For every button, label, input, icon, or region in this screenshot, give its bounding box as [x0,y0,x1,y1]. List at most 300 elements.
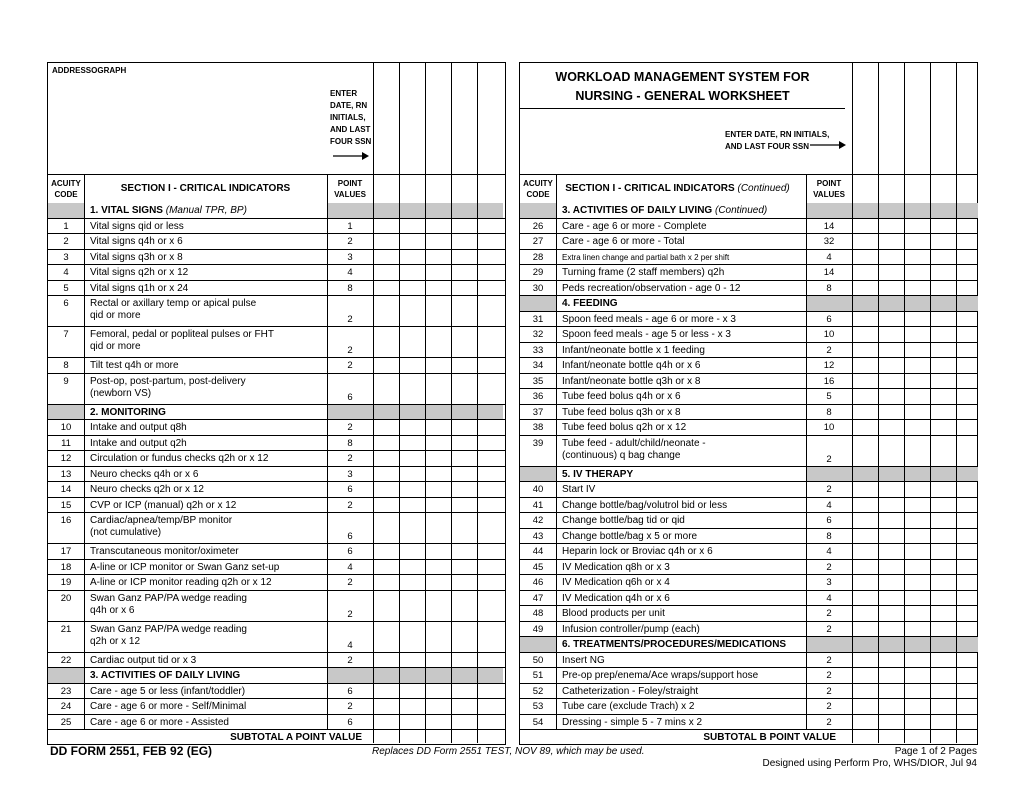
entry-cell[interactable] [451,358,477,373]
entry-cell[interactable] [930,668,956,683]
entry-cell[interactable] [451,420,477,435]
entry-cell[interactable] [930,250,956,265]
entry-cell[interactable] [373,281,399,296]
entry-cell[interactable] [930,265,956,280]
entry-cell[interactable] [451,219,477,234]
entry-cell[interactable] [852,219,878,234]
entry-cell[interactable] [373,482,399,497]
entry-cell[interactable] [852,327,878,342]
entry-cell[interactable] [904,606,930,621]
entry-cell[interactable] [451,591,477,621]
table-row [48,482,505,498]
entry-cell[interactable] [930,529,956,544]
title-divider [520,108,845,109]
enter-date-label: ENTER DATE, RN INITIALS, AND LAST FOUR SSN [725,130,830,151]
entry-cell[interactable] [373,591,399,621]
entry-cell[interactable] [373,265,399,280]
point-value: 10 [823,422,835,433]
entry-cell[interactable] [425,653,451,668]
entry-cell[interactable] [956,513,978,528]
entry-cell[interactable] [477,622,503,652]
entry-cell[interactable] [425,281,451,296]
entry-cell[interactable] [399,281,425,296]
entry-cell[interactable] [451,234,477,249]
description-line: IV Medication q8h or x 3 [562,561,670,573]
entry-cell[interactable] [451,265,477,280]
entry-cell[interactable] [878,591,904,606]
entry-cell[interactable] [930,482,956,497]
entry-cell[interactable] [904,529,930,544]
entry-cell[interactable] [373,560,399,575]
entry-cell[interactable] [956,265,978,280]
entry-cell[interactable] [956,529,978,544]
entry-cell[interactable] [477,327,503,357]
entry-cell[interactable] [399,374,425,404]
entry-cell[interactable] [878,312,904,327]
entry-cell[interactable] [930,219,956,234]
entry-cell[interactable] [399,591,425,621]
shaded-cell [399,405,425,420]
entry-cell[interactable] [477,234,503,249]
entry-cell[interactable] [930,684,956,699]
entry-cell[interactable] [904,327,930,342]
entry-cell[interactable] [878,250,904,265]
entry-cell[interactable] [425,544,451,559]
entry-cell[interactable] [904,684,930,699]
entry-cell[interactable] [878,653,904,668]
entry-cell[interactable] [852,699,878,714]
entry-cell[interactable] [904,668,930,683]
entry-cell[interactable] [904,281,930,296]
acuity-code: 11 [61,437,71,449]
entry-cell[interactable] [399,498,425,513]
entry-cell[interactable] [852,498,878,513]
entry-cell[interactable] [956,420,978,435]
entry-cell[interactable] [425,513,451,543]
entry-cell[interactable] [904,653,930,668]
acuity-code: 12 [60,453,72,464]
entry-cell[interactable] [451,575,477,590]
entry-cell[interactable] [477,684,503,699]
entry-cell[interactable] [930,513,956,528]
entry-cell[interactable] [930,560,956,575]
entry-cell[interactable] [852,389,878,404]
entry-cell[interactable] [904,265,930,280]
entry-cell[interactable] [425,358,451,373]
entry-cell[interactable] [477,374,503,404]
entry-cell[interactable] [904,498,930,513]
entry-cell[interactable] [930,591,956,606]
entry-cell[interactable] [373,544,399,559]
entry-cell[interactable] [878,420,904,435]
entry-cell[interactable] [399,513,425,543]
entry-cell[interactable] [878,498,904,513]
entry-cell[interactable] [956,405,978,420]
entry-cell[interactable] [956,436,978,466]
entry-cell[interactable] [373,498,399,513]
entry-cell[interactable] [852,250,878,265]
entry-cell[interactable] [399,296,425,326]
entry-cell[interactable] [425,467,451,482]
entry-cell[interactable] [399,715,425,730]
entry-cell[interactable] [930,715,956,730]
entry-cell[interactable] [451,327,477,357]
entry-cell[interactable] [956,327,978,342]
entry-cell[interactable] [425,420,451,435]
entry-cell[interactable] [373,467,399,482]
entry-cell[interactable] [930,420,956,435]
entry-cell[interactable] [477,265,503,280]
entry-cell[interactable] [425,482,451,497]
entry-cell[interactable] [477,653,503,668]
entry-cell[interactable] [930,327,956,342]
entry-cell[interactable] [451,684,477,699]
indicator-description [556,622,806,637]
point-value: 6 [347,685,353,697]
entry-cell[interactable] [878,544,904,559]
entry-cell[interactable] [852,358,878,373]
entry-cell[interactable] [904,622,930,637]
entry-cell[interactable] [930,405,956,420]
entry-cell[interactable] [425,374,451,404]
entry-cell[interactable] [477,482,503,497]
entry-cell[interactable] [451,250,477,265]
entry-cell[interactable] [878,684,904,699]
entry-cell[interactable] [852,684,878,699]
entry-cell[interactable] [451,467,477,482]
entry-cell[interactable] [425,250,451,265]
entry-cell[interactable] [399,451,425,466]
entry-cell[interactable] [477,219,503,234]
point-value [806,296,852,311]
entry-cell[interactable] [451,374,477,404]
entry-cell[interactable] [878,715,904,730]
entry-cell[interactable] [956,653,978,668]
entry-cell[interactable] [904,699,930,714]
entry-cell[interactable] [956,668,978,683]
entry-cell[interactable] [956,622,978,637]
entry-cell[interactable] [878,575,904,590]
entry-cell[interactable] [930,498,956,513]
entry-cell[interactable] [425,265,451,280]
entry-cell[interactable] [852,420,878,435]
entry-cell[interactable] [956,715,978,730]
entry-cell[interactable] [399,234,425,249]
entry-cell[interactable] [930,622,956,637]
entry-cell[interactable] [904,250,930,265]
entry-cell[interactable] [399,219,425,234]
entry-cell[interactable] [399,560,425,575]
entry-cell[interactable] [425,699,451,714]
entry-cell[interactable] [852,281,878,296]
entry-cell[interactable] [399,358,425,373]
entry-cell[interactable] [425,296,451,326]
entry-cell[interactable] [852,436,878,466]
entry-cell[interactable] [373,699,399,714]
entry-cell[interactable] [373,715,399,730]
table-row [48,250,505,266]
entry-cell[interactable] [878,265,904,280]
entry-cell[interactable] [373,234,399,249]
entry-cell[interactable] [930,343,956,358]
entry-cell[interactable] [373,451,399,466]
entry-cell[interactable] [451,715,477,730]
entry-cell[interactable] [399,653,425,668]
entry-cell[interactable] [930,312,956,327]
entry-cell[interactable] [930,281,956,296]
entry-cell[interactable] [878,374,904,389]
entry-cell[interactable] [477,699,503,714]
entry-cell[interactable] [956,591,978,606]
shaded-cell [904,467,930,482]
entry-cell[interactable] [852,405,878,420]
entry-cell[interactable] [956,575,978,590]
entry-cell[interactable] [425,327,451,357]
entry-cell[interactable] [878,405,904,420]
entry-cell[interactable] [904,482,930,497]
entry-cell[interactable] [477,420,503,435]
entry-cell[interactable] [956,560,978,575]
point-value: 2 [347,577,353,588]
entry-cell[interactable] [451,482,477,497]
entry-cell[interactable] [930,234,956,249]
entry-cell[interactable] [956,343,978,358]
entry-cell[interactable] [399,699,425,714]
entry-cell[interactable] [451,436,477,451]
entry-cell[interactable] [477,296,503,326]
table-row [520,250,977,266]
entry-cell[interactable] [930,653,956,668]
entry-cell[interactable] [878,560,904,575]
entry-cell[interactable] [477,451,503,466]
entry-cell[interactable] [477,575,503,590]
description-line: Peds recreation/observation - age 0 - 12 [562,282,741,294]
description-line: Tube care (exclude Trach) x 2 [562,701,695,712]
entry-cell[interactable] [477,358,503,373]
entry-cell[interactable] [852,513,878,528]
indicator-description [84,575,327,590]
entry-cell[interactable] [477,498,503,513]
entry-cell[interactable] [904,358,930,373]
table-row [520,715,977,731]
entry-cell[interactable] [451,451,477,466]
entry-cell[interactable] [878,358,904,373]
entry-cell[interactable] [399,482,425,497]
entry-cell[interactable] [904,343,930,358]
entry-cell[interactable] [477,544,503,559]
entry-cell[interactable] [373,653,399,668]
entry-cell[interactable] [904,560,930,575]
entry-cell[interactable] [373,219,399,234]
entry-cell[interactable] [878,219,904,234]
entry-cell[interactable] [451,498,477,513]
entry-cell[interactable] [852,312,878,327]
entry-cell[interactable] [399,575,425,590]
indicator-description [556,606,806,621]
entry-cell[interactable] [956,250,978,265]
entry-cell[interactable] [451,622,477,652]
entry-cell[interactable] [477,715,503,730]
entry-cell[interactable] [904,405,930,420]
entry-cell[interactable] [373,250,399,265]
description-line: Vital signs qid or less [90,220,184,232]
entry-cell[interactable] [956,281,978,296]
entry-cell[interactable] [373,436,399,451]
entry-cell[interactable] [425,715,451,730]
entry-cell[interactable] [399,420,425,435]
entry-cell[interactable] [904,544,930,559]
entry-cell[interactable] [399,265,425,280]
entry-cell[interactable] [904,591,930,606]
entry-cell[interactable] [477,513,503,543]
entry-cell[interactable] [451,544,477,559]
entry-cell[interactable] [878,281,904,296]
entry-cell[interactable] [930,575,956,590]
indicator-description [556,668,806,683]
entry-cell[interactable] [852,591,878,606]
entry-cell[interactable] [425,234,451,249]
entry-cell[interactable] [956,684,978,699]
entry-cell[interactable] [852,265,878,280]
entry-cell[interactable] [904,312,930,327]
entry-cell[interactable] [425,219,451,234]
entry-cell[interactable] [904,374,930,389]
entry-cell[interactable] [477,591,503,621]
entry-cell[interactable] [878,622,904,637]
entry-cell[interactable] [904,575,930,590]
entry-cell[interactable] [878,699,904,714]
entry-cell[interactable] [399,622,425,652]
shaded-cell [425,668,451,683]
entry-cell[interactable] [930,606,956,621]
entry-cell[interactable] [373,420,399,435]
entry-cell[interactable] [956,374,978,389]
entry-cell[interactable] [956,606,978,621]
entry-cell[interactable] [956,498,978,513]
entry-cell[interactable] [477,467,503,482]
entry-cell[interactable] [373,296,399,326]
entry-cell[interactable] [930,436,956,466]
entry-cell[interactable] [451,281,477,296]
entry-cell[interactable] [477,436,503,451]
entry-cell[interactable] [878,436,904,466]
entry-cell[interactable] [425,575,451,590]
indicator-description [556,265,806,280]
entry-cell[interactable] [878,234,904,249]
entry-cell[interactable] [399,684,425,699]
entry-cell[interactable] [956,699,978,714]
entry-cell[interactable] [425,591,451,621]
entry-cell[interactable] [852,343,878,358]
entry-cell[interactable] [956,389,978,404]
description-line: Circulation or fundus checks q2h or x 12 [90,453,269,464]
entry-cell[interactable] [878,389,904,404]
entry-cell[interactable] [904,715,930,730]
entry-cell[interactable] [956,219,978,234]
entry-cell[interactable] [425,498,451,513]
entry-cell[interactable] [956,544,978,559]
entry-cell[interactable] [852,668,878,683]
entry-cell[interactable] [451,653,477,668]
entry-cell[interactable] [373,374,399,404]
entry-cell[interactable] [425,436,451,451]
entry-cell[interactable] [852,529,878,544]
entry-cell[interactable] [373,575,399,590]
point-value: 10 [823,329,835,340]
description-line: Swan Ganz PAP/PA wedge reading [90,592,247,604]
indicator-description [556,374,806,389]
entry-cell[interactable] [852,622,878,637]
entry-cell[interactable] [956,482,978,497]
entry-cell[interactable] [878,482,904,497]
entry-cell[interactable] [956,358,978,373]
entry-cell[interactable] [930,544,956,559]
entry-cell[interactable] [373,684,399,699]
entry-cell[interactable] [930,374,956,389]
entry-cell[interactable] [904,436,930,466]
section-title-text: 1. VITAL SIGNS [90,205,163,216]
entry-cell[interactable] [904,420,930,435]
entry-cell[interactable] [477,281,503,296]
entry-cell[interactable] [399,327,425,357]
entry-cell[interactable] [399,436,425,451]
entry-cell[interactable] [451,560,477,575]
entry-cell[interactable] [451,513,477,543]
entry-cell[interactable] [904,219,930,234]
entry-cell[interactable] [451,296,477,326]
entry-cell[interactable] [852,560,878,575]
entry-cell[interactable] [930,389,956,404]
entry-cell[interactable] [373,513,399,543]
entry-cell[interactable] [399,544,425,559]
entry-cell[interactable] [878,343,904,358]
entry-cell[interactable] [852,653,878,668]
entry-cell[interactable] [373,622,399,652]
entry-cell[interactable] [477,250,503,265]
entry-cell[interactable] [878,529,904,544]
entry-cell[interactable] [956,234,978,249]
entry-cell[interactable] [852,715,878,730]
entry-cell[interactable] [425,622,451,652]
entry-cell[interactable] [451,699,477,714]
entry-cell[interactable] [904,513,930,528]
entry-cell[interactable] [930,358,956,373]
entry-cell[interactable] [477,560,503,575]
entry-cell[interactable] [852,575,878,590]
entry-cell[interactable] [878,606,904,621]
entry-cell[interactable] [956,312,978,327]
entry-cell[interactable] [373,327,399,357]
entry-cell[interactable] [399,250,425,265]
entry-cell[interactable] [904,234,930,249]
entry-cell[interactable] [373,358,399,373]
entry-cell[interactable] [852,482,878,497]
entry-cell[interactable] [852,234,878,249]
entry-cell[interactable] [878,668,904,683]
entry-cell[interactable] [425,684,451,699]
indicator-description [556,498,806,513]
entry-cell[interactable] [904,389,930,404]
entry-cell[interactable] [425,451,451,466]
entry-cell[interactable] [852,606,878,621]
entry-cell[interactable] [852,374,878,389]
entry-cell[interactable] [399,467,425,482]
entry-cell[interactable] [878,513,904,528]
entry-cell[interactable] [852,544,878,559]
entry-cell[interactable] [930,699,956,714]
entry-cell[interactable] [425,560,451,575]
entry-cell[interactable] [878,327,904,342]
